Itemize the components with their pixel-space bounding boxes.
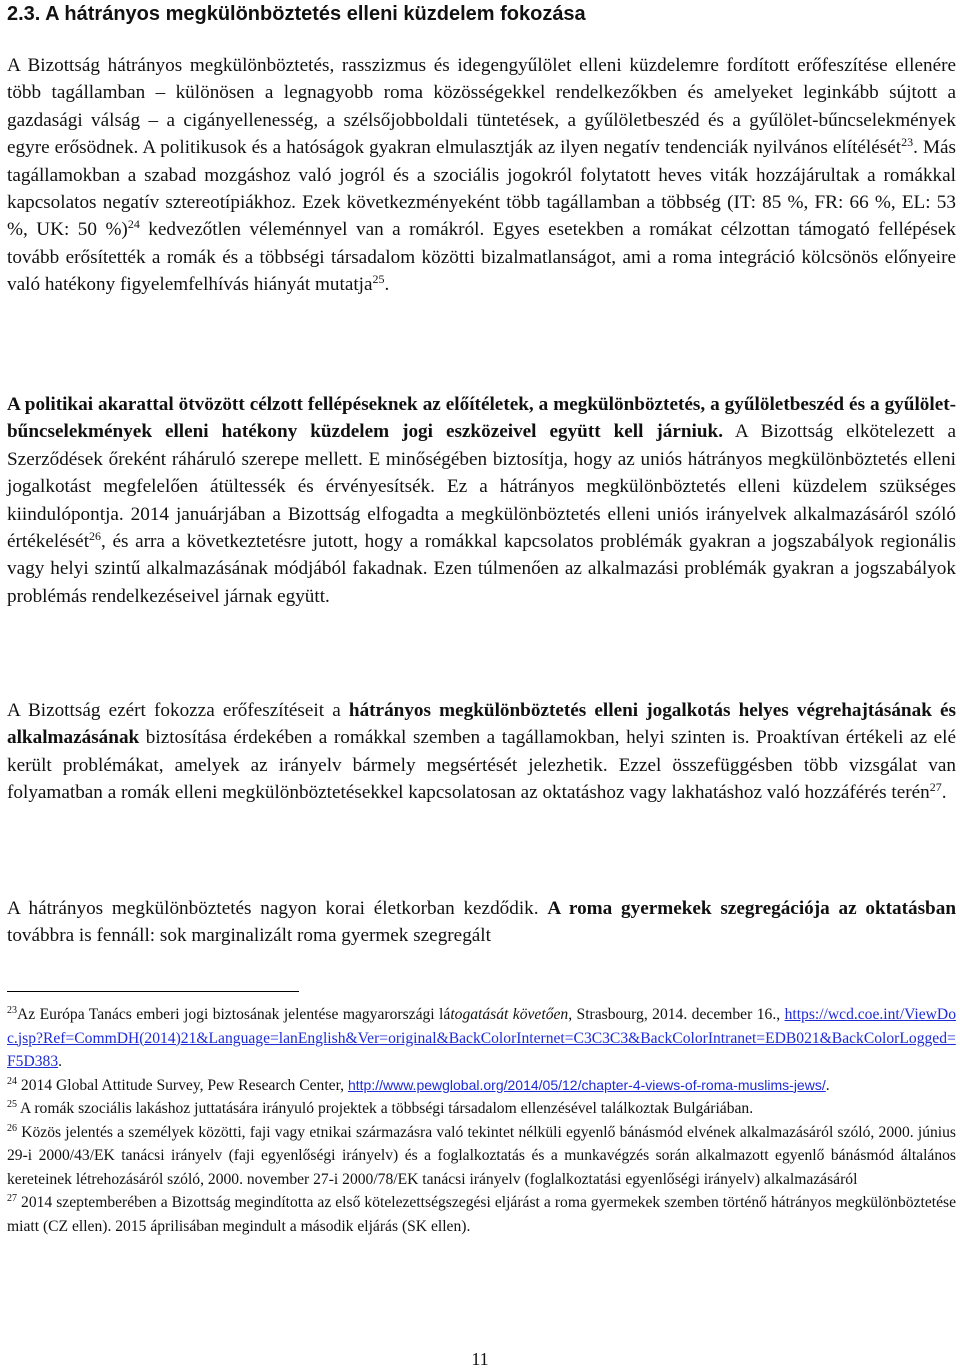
paragraph-text: kedvezőtlen véleménnyel van a romákról. Egyes esetekben a romákat célzottan támogató fellépések tovább erősítették a romák és a többségi társadalom közötti bizalmatlanságot, ami a roma integráció kölcsönös előnyeire való hatékony figyelemfelhívás hiányát mutatja xyxy=(7,219,956,296)
paragraph-text: , és arra a következtetésre jutott, hogy a romákkal kapcsolatos problémák gyakran a jogszabályok regionális vagy helyi szintű alkalmazásának módjából fakadnak. Ezen túlmenően az alkalmazási problémák gyakran a jogszabályok problémás rendelkezéseivel járnak együtt. xyxy=(7,531,956,607)
paragraph-text: . xyxy=(941,782,947,804)
bold-statement: A politikai akarattal ötvözött célzott fellépéseknek az előítéletek, a megkülönböztetés, a gyűlöletbeszéd és a gyűlölet-bűncselekmények elleni hatékony küzdelem jogi eszközeivel együtt kell járniuk. xyxy=(7,394,956,443)
paragraph-text: A Bizottság elkötelezett a Szerződések őreként ráháruló szerepe mellett. E minőségében biztosítja, hogy az uniós hátrányos megkülönböztetés elleni jogalkotást megfelelően átültessék és érvényesítsék. Ez a hátrányos megkülönböztetés elleni küzdelem szükséges kiindulópontja. 2014 januárjában a Bizottság elfogadta a megkülönböztetés elleni uniós irányelvek alkalmazásáról szóló értékelését xyxy=(7,421,956,553)
footnote-text: 2014 szeptemberében a Bizottság megindította az első kötelezettségszegési eljárást a roma gyermekek szemben történő hátrányos megkülönböztetése miatt (CZ ellen). 2015 áprilisában megindult a második eljárás (SK ellen). xyxy=(7,1194,956,1235)
footnote-text: 2014 Global Attitude Survey, Pew Research Center, xyxy=(17,1076,348,1094)
footnotes-section xyxy=(7,1003,956,1238)
footnote-25 xyxy=(7,1097,956,1121)
paragraph-text: A Bizottság hátrányos megkülönböztetés, rasszizmus és idegengyűlölet elleni küzdelemre fordított erőfeszítése ellenére több tagállamban – különösen a legnagyobb roma közösségekkel rendelkezőkben és amelyeket leginkább sújtott a gazdasági válság – a cigányellenesség, a szélsőjobboldali tüntetések, a gyűlöletbeszéd és a gyűlölet-bűncselekmények egyre erősödnek. A politikusok és a hatóságok gyakran elmulasztják az ilyen negatív tendenciák nyilvános elítélését xyxy=(7,55,956,159)
footnote-ref-24[interactable]: 24 xyxy=(127,217,140,232)
footnote-text: A romák szociális lakáshoz juttatására irányuló projektek a többségi társadalom ellenzésével találkoztak Bulgáriában. xyxy=(17,1100,754,1117)
footnote-number: 26 xyxy=(7,1122,17,1134)
paragraph-legal-tools xyxy=(7,391,956,610)
footnote-text: Közös jelentés a személyek közötti, faji vagy etnikai származásra való tekintet nélküli egyenlő bánásmód elvének alkalmazásáról szóló, 2000. június 29-i 2000/43/EK tanácsi irányelv (faji egyenlőségi irányelv) és a foglalkoztatás és a munkavégzés során alkalmazott egyenlő bánásmód általános kereteinek létrehozásáról szóló, 2000. november 27-i 2000/78/EK tanácsi irányelv (foglalkoztatási egyenlőségi irányelv) alkalmazásáról xyxy=(7,1123,956,1188)
paragraph-text: . Más tagállamokban a szabad mozgáshoz való jogról és a szociális jogokról folytatott heves viták hozzájárultak a romákkal kapcsolatos negatív sztereotípiákhoz. Ezek következményeként több tagállamban a többség (IT: 85 %, FR: 66 %, EL: 53 %, UK: 50 %) xyxy=(7,137,956,241)
footnote-ref-27[interactable]: 27 xyxy=(929,780,942,795)
bold-statement: A roma gyermekek szegregációja az oktatásban xyxy=(547,898,956,919)
footnote-text: Az Európa Tanács emberi jogi biztosának jelentése magyarországi lá xyxy=(17,1006,451,1023)
paragraph-enforcement xyxy=(7,697,956,807)
paragraph-antigypsyism xyxy=(7,52,956,299)
footnote-link-coe[interactable]: https://wcd.coe.int/ViewDoc.jsp?Ref=CommDH(2014)21&Language=lanEnglish&Ver=original&BackColorInternet=C3C3C3&BackColorIntranet=EDB021&BackColorLogged=F5D383 xyxy=(7,1006,956,1070)
footnote-text: . xyxy=(825,1076,830,1094)
footnote-24 xyxy=(7,1074,956,1098)
bold-statement: hátrányos megkülönböztetés elleni jogalkotás helyes végrehajtásának és alkalmazásának xyxy=(7,700,957,749)
footnote-separator xyxy=(7,991,299,992)
paragraph-segregation xyxy=(7,895,956,950)
footnote-number: 24 xyxy=(7,1075,17,1087)
footnote-26 xyxy=(7,1121,956,1192)
footnote-number: 27 xyxy=(7,1193,17,1204)
footnote-link-pew[interactable]: http://www.pewglobal.org/2014/05/12/chapter-4-views-of-roma-muslims-jews/ xyxy=(347,1076,826,1093)
paragraph-text: továbbra is fennáll: sok marginalizált roma gyermek szegregált xyxy=(7,925,491,947)
footnote-text: Strasbourg, 2014. december 16., xyxy=(572,1006,785,1023)
section-heading: 2.3. A hátrányos megkülönböztetés elleni küzdelem fokozása xyxy=(7,3,586,25)
footnote-ref-26[interactable]: 26 xyxy=(89,529,102,544)
paragraph-text: biztosítása érdekében a romákkal szemben a tagállamokban, helyi szinten is. Proaktívan értékeli az elé került problémákat, amelyek az irányelv bármely megsértését jelezhetik. Ezzel összefüggésben több vizsgálat van folyamatban a romák elleni megkülönböztetésekkel kapcsolatosan az oktatáshoz vagy lakhatáshoz való hozzáférés terén xyxy=(7,727,956,804)
footnote-italic-text: togatását követően, xyxy=(450,1006,573,1023)
paragraph-text: . xyxy=(384,274,390,296)
footnote-ref-23[interactable]: 23 xyxy=(901,135,914,150)
footnote-ref-25[interactable]: 25 xyxy=(372,272,385,287)
footnote-number: 25 xyxy=(7,1099,17,1110)
footnote-number: 23 xyxy=(7,1005,17,1016)
footnote-23 xyxy=(7,1003,956,1074)
paragraph-text: A hátrányos megkülönböztetés nagyon korai életkorban kezdődik. xyxy=(7,898,548,919)
paragraph-text: A Bizottság ezért fokozza erőfeszítéseit a xyxy=(7,700,349,721)
footnote-27 xyxy=(7,1191,956,1238)
footnote-text: . xyxy=(58,1053,63,1070)
page-number: 11 xyxy=(471,1349,489,1369)
